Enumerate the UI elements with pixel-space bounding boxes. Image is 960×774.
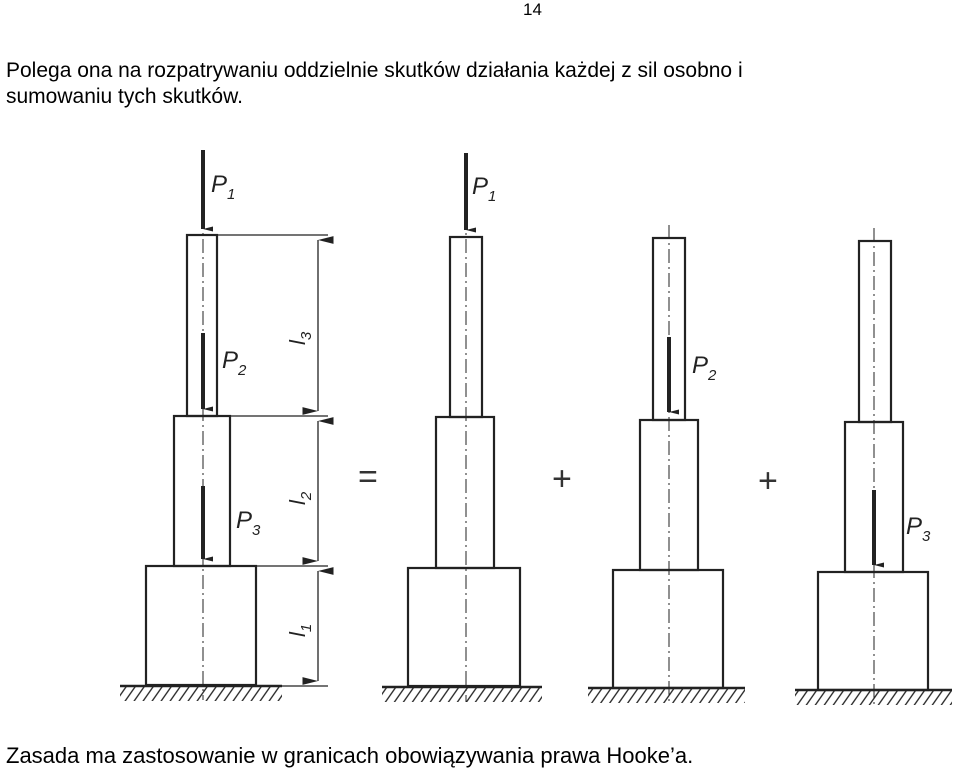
ground-hatch [382,688,542,702]
label-l3: $l_3$ [285,331,315,345]
label-l1: $l_1$ [285,623,315,637]
footer-note: Zasada ma zastosowanie w granicach obowiązywania prawa Hooke’a. [6,743,694,768]
ground-hatch [795,691,952,705]
label-p1: $P_1$ [211,171,236,203]
column-p3 [795,228,952,705]
column-p2 [588,225,745,703]
upper-segment [859,241,891,422]
column-combined [120,150,328,701]
intro-line-1: Polega ona na rozpatrywaniu oddzielnie skutków działania każdej z sil osobno i [6,59,743,82]
middle-segment [436,417,494,568]
label-p3: $P_3$ [236,507,261,539]
label-p1-single: $P_1$ [472,173,497,205]
intro-line-2: sumowaniu tych skutków. [6,85,243,108]
plus-sign-1: + [552,460,572,498]
plus-sign-2: + [758,462,778,500]
ground-hatch [588,689,745,703]
column-p1 [382,153,542,702]
label-l2: $l_2$ [285,491,315,505]
lower-segment [408,568,520,686]
equals-sign: = [358,458,378,496]
page-number: 14 [523,0,542,19]
label-p2-single: $P_2$ [692,352,717,384]
label-p3-single: $P_3$ [906,513,931,545]
ground-hatch [120,687,282,701]
lower-segment [613,570,723,688]
lower-segment [146,566,256,685]
label-p2: $P_2$ [222,347,247,379]
lower-segment [818,572,928,690]
